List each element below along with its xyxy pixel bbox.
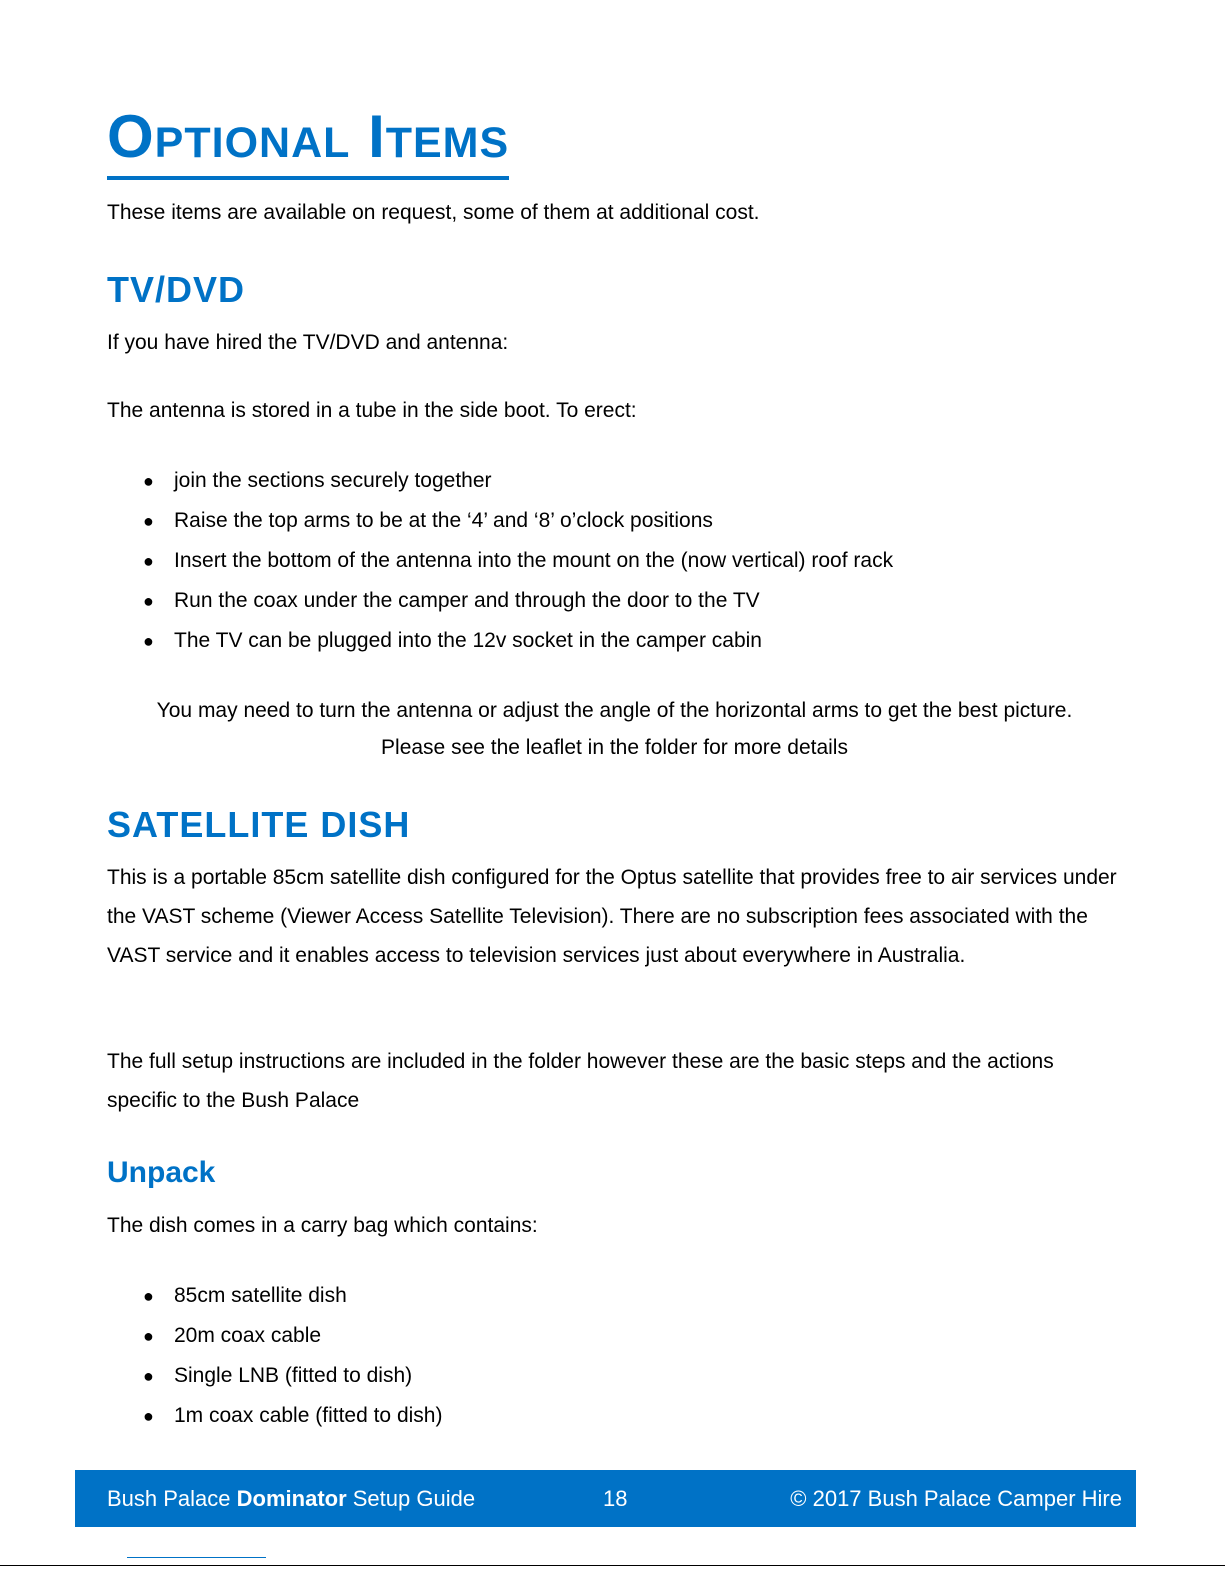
footer-copyright: © 2017 Bush Palace Camper Hire: [790, 1486, 1122, 1511]
list-item: ● join the sections securely together: [174, 467, 492, 495]
tvdvd-note: [107, 692, 1122, 766]
tvdvd-note-line2: Please see the leaflet in the folder for more details: [381, 736, 848, 759]
satellite-para-2: The full setup instructions are included in the folder however these are the basic steps and the actions specific to the Bush Palace: [107, 1050, 1054, 1112]
list-item: ● 20m coax cable: [174, 1322, 321, 1350]
unpack-heading: Unpack: [107, 1156, 216, 1189]
tvdvd-hired-line: If you have hired the TV/DVD and antenna:: [107, 331, 509, 354]
list-item: ● Raise the top arms to be at the ‘4’ and ‘8’ o’clock positions: [174, 507, 713, 535]
bullet-icon: ●: [143, 591, 154, 611]
page-footer: [75, 1470, 1136, 1527]
intro-text: These items are available on request, some of them at additional cost.: [107, 201, 760, 224]
footer-page-number: 18: [603, 1486, 628, 1511]
list-item: ● Single LNB (fitted to dish): [174, 1362, 412, 1390]
bullet-icon: ●: [143, 1326, 154, 1346]
bullet-icon: ●: [143, 1366, 154, 1386]
tvdvd-note-line1: You may need to turn the antenna or adjust the angle of the horizontal arms to get the best picture.: [156, 699, 1073, 722]
satellite-para-1: This is a portable 85cm satellite dish configured for the Optus satellite that provides free to air services under the VAST scheme (Viewer Access Satellite Television). There are no subscription fees associated with the VAST service and it enables access to television services just about everywhere in Australia.: [107, 866, 1117, 967]
title-rest-items: TEMS: [385, 119, 510, 167]
bullet-icon: ●: [143, 471, 154, 491]
footnote-divider: [127, 1557, 266, 1558]
footer-guide-title: Bush Palace Dominator Setup Guide: [107, 1486, 476, 1511]
list-item: ● 1m coax cable (fitted to dish): [174, 1402, 442, 1430]
bullet-icon: ●: [143, 631, 154, 651]
list-item: ● The TV can be plugged into the 12v socket in the camper cabin: [174, 627, 762, 655]
tvdvd-heading: TV/DVD: [107, 269, 246, 310]
list-item: ● 85cm satellite dish: [174, 1282, 347, 1310]
bullet-icon: ●: [143, 511, 154, 531]
title-initial-i: I: [368, 103, 386, 170]
page-bottom-edge: [0, 1565, 1225, 1566]
title-rest-optional: PTIONAL: [154, 119, 351, 167]
list-item: ● Run the coax under the camper and through the door to the TV: [174, 587, 760, 615]
tvdvd-stored-line: The antenna is stored in a tube in the side boot. To erect:: [107, 399, 637, 422]
title-initial-o: O: [107, 103, 155, 170]
page-title: [107, 104, 509, 180]
bullet-icon: ●: [143, 551, 154, 571]
unpack-intro: The dish comes in a carry bag which contains:: [107, 1214, 538, 1237]
list-item: ● Insert the bottom of the antenna into the mount on the (now vertical) roof rack: [174, 547, 893, 575]
bullet-icon: ●: [143, 1286, 154, 1306]
bullet-icon: ●: [143, 1406, 154, 1426]
satellite-heading: SATELLITE DISH: [107, 804, 411, 845]
